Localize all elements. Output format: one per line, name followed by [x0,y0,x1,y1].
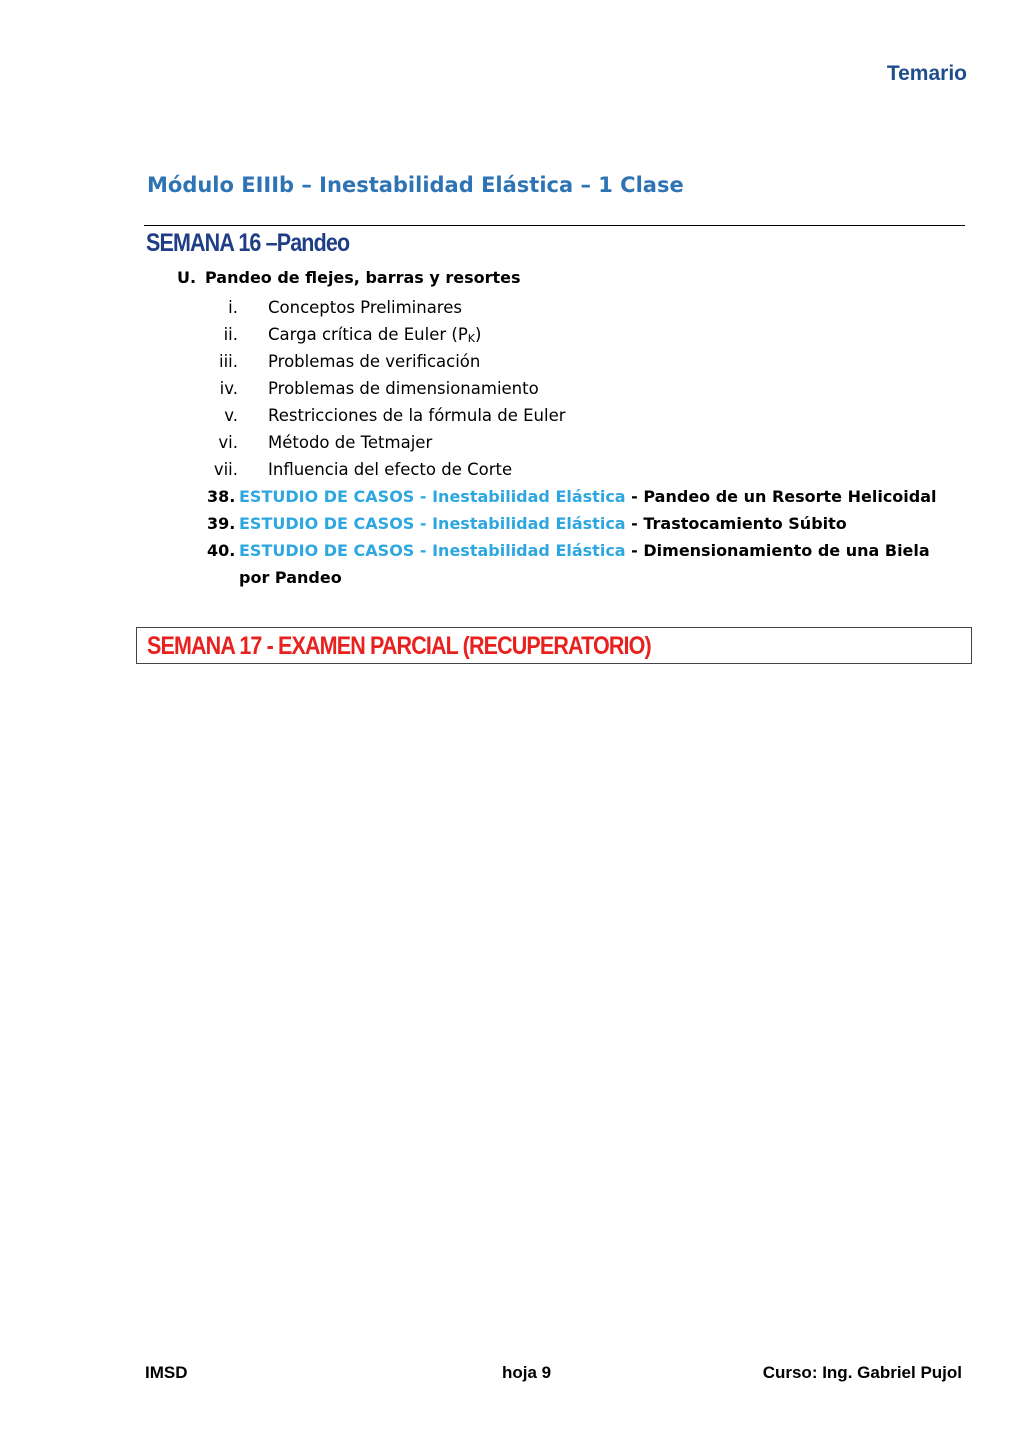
topic-label: Pandeo de flejes, barras y resortes [205,268,521,287]
week-16-title: SEMANA 16 –Pandeo [146,229,350,257]
footer-course: Curso: Ing. Gabriel Pujol [762,1363,962,1382]
list-item-text: Conceptos Preliminares [268,298,462,317]
case-study-highlight: ESTUDIO DE CASOS - Inestabilidad Elástica [239,487,626,506]
week-17-box [136,627,972,664]
page-header-title: Temario [886,62,967,85]
list-item [200,456,566,483]
case-study-number: 38. [207,487,236,506]
topic-marker: U. [177,268,197,287]
case-study-highlight: ESTUDIO DE CASOS - Inestabilidad Elástica [239,514,626,533]
list-item-number: vi. [218,433,238,452]
list-item [200,294,566,321]
list-item-number: v. [224,406,238,425]
list-item [200,348,566,375]
list-item [200,375,566,402]
case-study-number: 39. [207,514,236,533]
case-study-title: - Dimensionamiento de una Biela por Pandeo [239,541,930,587]
footer-institution: IMSD [145,1363,188,1382]
list-item [200,321,566,348]
list-item [200,429,566,456]
list-item-number: iii. [219,352,238,371]
list-item-text: Restricciones de la fórmula de Euler [268,406,566,425]
list-item-number: ii. [223,325,238,344]
list-item-text: Influencia del efecto de Corte [268,460,513,479]
topic-heading [177,268,521,287]
module-title: Módulo EIIIb – Inestabilidad Elástica – 1 Clase [147,173,684,197]
list-item-number: vii. [213,460,238,479]
euler-load-close: ) [475,325,482,344]
list-item [200,402,566,429]
subtopic-list [200,294,566,483]
case-study-title: - Trastocamiento Súbito [625,514,847,533]
footer-page-number: hoja 9 [502,1363,552,1382]
list-item-number: i. [228,298,238,317]
euler-load-subscript: K [467,332,475,345]
list-item-text: Problemas de dimensionamiento [268,379,539,398]
case-study-item [207,483,937,510]
case-study-item [207,510,937,537]
euler-load-text: Carga crítica de Euler (P [268,325,468,344]
case-study-highlight: ESTUDIO DE CASOS - Inestabilidad Elástica [239,541,626,560]
case-study-list [207,483,937,591]
week-17-title: SEMANA 17 - EXAMEN PARCIAL (RECUPERATORIO) [147,632,651,660]
case-study-title: - Pandeo de un Resorte Helicoidal [625,487,937,506]
case-study-number: 40. [207,541,236,560]
case-study-item [207,537,937,591]
list-item-text: Problemas de verificación [268,352,481,371]
list-item-number: iv. [219,379,238,398]
list-item-text: Método de Tetmajer [268,433,433,452]
divider-line [144,225,965,226]
